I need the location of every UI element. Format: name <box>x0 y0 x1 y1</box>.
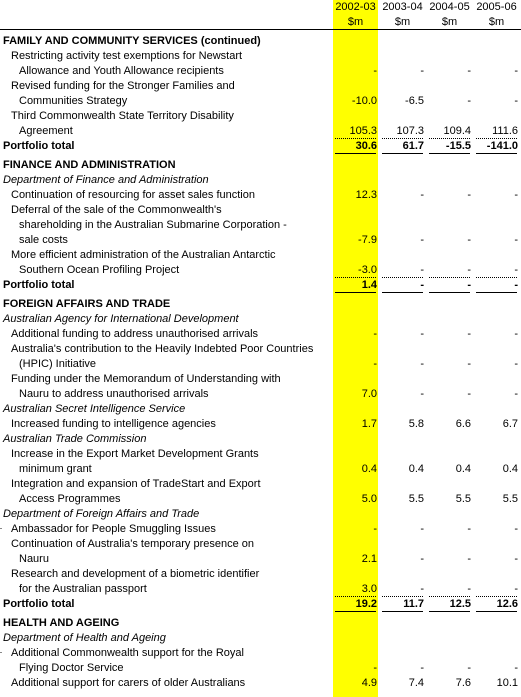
value-cell-2004-05: 12.5 <box>449 598 471 610</box>
value-cell-2002-03: - <box>373 65 377 77</box>
value-cell-2003-04: 5.5 <box>408 493 424 505</box>
table-row <box>0 233 521 248</box>
measure-label: sale costs <box>19 234 68 246</box>
table-row <box>0 79 521 94</box>
measure-label: Additional support for carers of older Australians <box>11 677 246 689</box>
section-title: FAMILY AND COMMUNITY SERVICES (continued) <box>3 35 261 47</box>
agency-header-row <box>0 402 521 417</box>
measure-label: Continuation of resourcing for asset sales function <box>11 189 255 201</box>
year-header: 2002-03 <box>335 1 376 13</box>
value-cell-2005-06: 5.5 <box>502 493 518 505</box>
value-cell-2003-04: - <box>420 583 424 595</box>
value-cell-2002-03: 0.4 <box>361 463 377 475</box>
measure-label: Increase in the Export Market Development Grants <box>11 448 259 460</box>
value-cell-2004-05: - <box>467 189 471 201</box>
row-marker <box>0 652 2 653</box>
agency-header-row <box>0 173 521 188</box>
value-cell-2005-06: 10.1 <box>496 677 518 689</box>
value-cell-2004-05: 5.5 <box>455 493 471 505</box>
value-cell-2002-03: - <box>373 358 377 370</box>
value-cell-2004-05: 7.6 <box>455 677 471 689</box>
value-cell-2005-06: - <box>514 553 518 565</box>
value-cell-2005-06: - <box>514 95 518 107</box>
section-header-row <box>0 154 521 173</box>
measure-label: Communities Strategy <box>19 95 128 107</box>
section-title: HEALTH AND AGEING <box>3 617 120 629</box>
measure-label: Funding under the Memorandum of Understanding with <box>11 373 281 385</box>
agency-header-row <box>0 507 521 522</box>
table-row <box>0 327 521 342</box>
value-cell-2002-03: 1.4 <box>361 279 377 291</box>
value-cell-2004-05: - <box>467 553 471 565</box>
table-row <box>0 342 521 357</box>
value-cell-2004-05: - <box>467 264 471 276</box>
value-cell-2005-06: 6.7 <box>502 418 518 430</box>
row-marker <box>0 528 2 529</box>
value-cell-2005-06: -141.0 <box>486 140 518 152</box>
total-label: Portfolio total <box>3 140 75 152</box>
value-cell-2002-03: - <box>373 328 377 340</box>
unit-header: $m <box>347 16 364 28</box>
value-cell-2004-05: - <box>467 328 471 340</box>
table-row <box>0 537 521 552</box>
table-row <box>0 567 521 582</box>
value-cell-2005-06: - <box>514 662 518 674</box>
value-cell-2005-06: 111.6 <box>492 125 518 137</box>
table-row <box>0 109 521 124</box>
measure-label: Allowance and Youth Allowance recipients <box>19 65 224 77</box>
year-header: 2005-06 <box>476 1 517 13</box>
table-row <box>0 49 521 64</box>
table-row <box>0 447 521 462</box>
unit-header: $m <box>441 16 458 28</box>
value-cell-2004-05: - <box>467 662 471 674</box>
value-cell-2002-03: 12.3 <box>355 189 377 201</box>
table-row <box>0 646 521 661</box>
agency-name: Department of Foreign Affairs and Trade <box>3 508 200 520</box>
table-row <box>0 492 521 507</box>
table-body <box>0 30 521 691</box>
measure-label: Research and development of a biometric identifier <box>11 568 260 580</box>
measure-label: shareholding in the Australian Submarine Corporation - <box>19 219 287 231</box>
value-cell-2002-03: 105.3 <box>349 125 377 137</box>
value-cell-2004-05: -15.5 <box>445 140 471 152</box>
measure-label: Increased funding to intelligence agencies <box>11 418 216 430</box>
table-row <box>0 64 521 79</box>
value-cell-2002-03: 1.7 <box>361 418 377 430</box>
measure-label: (HPIC) Initiative <box>19 358 97 370</box>
value-cell-2005-06: - <box>514 328 518 340</box>
value-cell-2003-04: - <box>420 358 424 370</box>
agency-name: Australian Secret Intelligence Service <box>3 403 186 415</box>
value-cell-2004-05: - <box>467 279 471 291</box>
section-header-row <box>0 293 521 312</box>
value-cell-2002-03: 4.9 <box>361 677 377 689</box>
table-row <box>0 552 521 567</box>
value-cell-2004-05: 6.6 <box>455 418 471 430</box>
value-cell-2003-04: - <box>420 234 424 246</box>
value-cell-2004-05: 0.4 <box>455 463 471 475</box>
table-row <box>0 188 521 203</box>
measure-label: Nauru to address unauthorised arrivals <box>19 388 209 400</box>
value-cell-2005-06: - <box>514 358 518 370</box>
value-cell-2004-05: - <box>467 65 471 77</box>
value-cell-2004-05: - <box>467 523 471 535</box>
measure-label: Third Commonwealth State Territory Disability <box>11 110 234 122</box>
value-cell-2003-04: - <box>420 279 424 291</box>
value-cell-2005-06: - <box>514 65 518 77</box>
measure-label: Deferral of the sale of the Commonwealth's <box>11 204 222 216</box>
value-cell-2003-04: - <box>420 523 424 535</box>
table-row <box>0 477 521 492</box>
section-title: FINANCE AND ADMINISTRATION <box>3 159 176 171</box>
value-cell-2003-04: 0.4 <box>408 463 424 475</box>
table-row <box>0 661 521 676</box>
value-cell-2003-04: 61.7 <box>402 140 424 152</box>
value-cell-2002-03: - <box>373 523 377 535</box>
agency-name: Australian Trade Commission <box>3 433 147 445</box>
value-cell-2005-06: 0.4 <box>502 463 518 475</box>
measure-label: Southern Ocean Profiling Project <box>19 264 180 276</box>
value-cell-2003-04: 5.8 <box>408 418 424 430</box>
table-row <box>0 387 521 402</box>
table-row <box>0 94 521 109</box>
value-cell-2004-05: - <box>467 583 471 595</box>
table-row <box>0 248 521 263</box>
value-cell-2003-04: - <box>420 328 424 340</box>
measure-label: for the Australian passport <box>19 583 147 595</box>
value-cell-2003-04: 7.4 <box>408 677 424 689</box>
measure-label: Agreement <box>19 125 73 137</box>
measure-label: More efficient administration of the Australian Antarctic <box>11 249 276 261</box>
table-row <box>0 676 521 691</box>
agency-name: Department of Health and Ageing <box>3 632 166 644</box>
agency-header-row <box>0 432 521 447</box>
measure-label: Nauru <box>19 553 49 565</box>
value-cell-2005-06: - <box>514 264 518 276</box>
value-cell-2005-06: - <box>514 583 518 595</box>
value-cell-2003-04: -6.5 <box>405 95 424 107</box>
value-cell-2002-03: 7.0 <box>361 388 377 400</box>
table-row <box>0 582 521 597</box>
portfolio-total-row <box>0 597 521 612</box>
value-cell-2004-05: - <box>467 388 471 400</box>
agency-header-row <box>0 312 521 327</box>
value-cell-2003-04: - <box>420 65 424 77</box>
agency-name: Australian Agency for International Development <box>3 313 239 325</box>
value-cell-2005-06: - <box>514 279 518 291</box>
total-label: Portfolio total <box>3 279 75 291</box>
section-title: FOREIGN AFFAIRS AND TRADE <box>3 298 171 310</box>
value-cell-2004-05: - <box>467 234 471 246</box>
measure-label: Ambassador for People Smuggling Issues <box>11 523 216 535</box>
unit-header: $m <box>394 16 411 28</box>
measure-label: Australia's contribution to the Heavily Indebted Poor Countries <box>11 343 314 355</box>
value-cell-2003-04: 107.3 <box>396 125 424 137</box>
table-row <box>0 522 521 537</box>
value-cell-2004-05: 109.4 <box>443 125 471 137</box>
value-cell-2003-04: - <box>420 264 424 276</box>
value-cell-2003-04: - <box>420 662 424 674</box>
section-header-row <box>0 30 521 49</box>
table-row <box>0 218 521 233</box>
table-row <box>0 357 521 372</box>
table-row <box>0 462 521 477</box>
year-header: 2004-05 <box>429 1 470 13</box>
table-row <box>0 417 521 432</box>
value-cell-2002-03: -3.0 <box>358 264 377 276</box>
value-cell-2005-06: - <box>514 189 518 201</box>
value-cell-2002-03: 30.6 <box>355 140 377 152</box>
value-cell-2002-03: 5.0 <box>361 493 377 505</box>
table-row <box>0 263 521 278</box>
value-cell-2003-04: - <box>420 553 424 565</box>
year-header: 2003-04 <box>382 1 423 13</box>
measure-label: Additional Commonwealth support for the Royal <box>11 647 244 659</box>
value-cell-2003-04: 11.7 <box>403 598 424 610</box>
measure-label: minimum grant <box>19 463 92 475</box>
table-row <box>0 124 521 139</box>
value-cell-2002-03: -10.0 <box>351 95 377 107</box>
value-cell-2005-06: - <box>514 234 518 246</box>
measure-label: Flying Doctor Service <box>19 662 124 674</box>
measure-label: Continuation of Australia's temporary presence on <box>11 538 255 550</box>
unit-header: $m <box>488 16 505 28</box>
header-year-row <box>0 0 521 15</box>
value-cell-2002-03: 19.2 <box>355 598 377 610</box>
measure-label: Additional funding to address unauthorised arrivals <box>11 328 259 340</box>
value-cell-2002-03: - <box>373 662 377 674</box>
value-cell-2002-03: -7.9 <box>358 234 377 246</box>
section-header-row <box>0 612 521 631</box>
value-cell-2005-06: 12.6 <box>496 598 518 610</box>
portfolio-total-row <box>0 278 521 293</box>
value-cell-2004-05: - <box>467 358 471 370</box>
value-cell-2002-03: 2.1 <box>361 553 377 565</box>
measure-label: Restricting activity test exemptions for Newstart <box>11 50 243 62</box>
agency-header-row <box>0 631 521 646</box>
total-label: Portfolio total <box>3 598 75 610</box>
value-cell-2005-06: - <box>514 388 518 400</box>
agency-name: Department of Finance and Administration <box>3 174 209 186</box>
table-row <box>0 203 521 218</box>
measure-label: Revised funding for the Stronger Families and <box>11 80 235 92</box>
value-cell-2002-03: 3.0 <box>361 583 377 595</box>
table-row <box>0 372 521 387</box>
measure-label: Integration and expansion of TradeStart and Export <box>11 478 261 490</box>
value-cell-2003-04: - <box>420 388 424 400</box>
portfolio-total-row <box>0 139 521 154</box>
header-unit-row <box>0 15 521 30</box>
value-cell-2005-06: - <box>514 523 518 535</box>
measure-label: Access Programmes <box>19 493 121 505</box>
value-cell-2003-04: - <box>420 189 424 201</box>
value-cell-2004-05: - <box>467 95 471 107</box>
